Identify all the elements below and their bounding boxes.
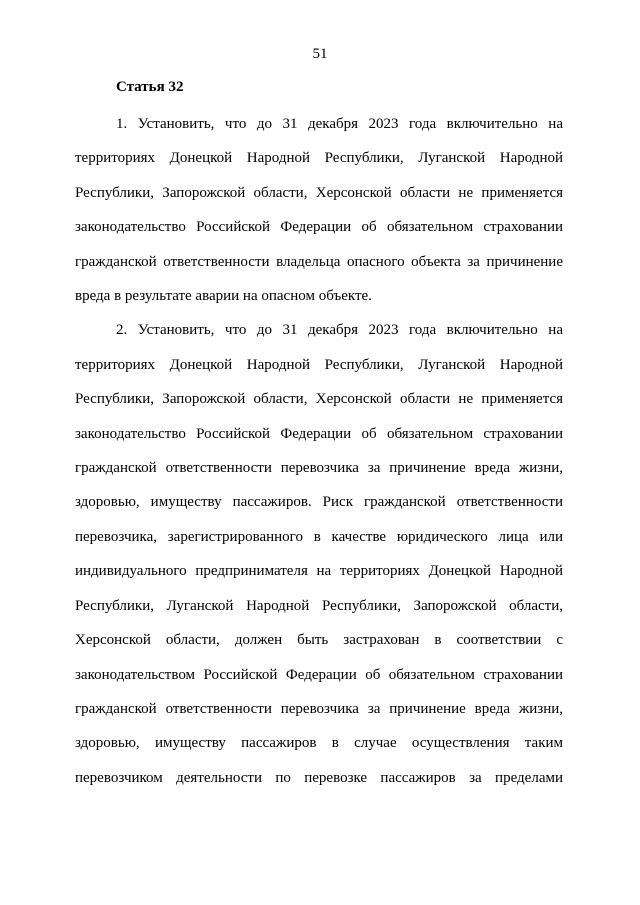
paragraph-line: перевозчика, зарегистрированного в качестве юридического лица или (75, 529, 563, 545)
paragraph-line: индивидуального предпринимателя на территориях Донецкой Народной (75, 563, 563, 579)
paragraph-line: вреда в результате аварии на опасном объекте. (75, 288, 372, 304)
paragraph-line: Республики, Запорожской области, Херсонской области не применяется (75, 185, 563, 201)
paragraph-line: перевозчиком деятельности по перевозке пассажиров за пределами (75, 770, 563, 786)
paragraph-line: здоровью, имуществу пассажиров в случае осуществления таким (75, 735, 563, 751)
paragraph-line: законодательство Российской Федерации об обязательном страховании (75, 426, 563, 442)
paragraph-line: 2. Установить, что до 31 декабря 2023 года включительно на (116, 322, 563, 338)
paragraph-line: здоровью, имуществу пассажиров. Риск гражданской ответственности (75, 494, 563, 510)
paragraph-line: территориях Донецкой Народной Республики, Луганской Народной (75, 150, 563, 166)
paragraph-line: законодательством Российской Федерации об обязательном страховании (75, 667, 563, 683)
paragraph-line: Республики, Луганской Народной Республики, Запорожской области, (75, 598, 563, 614)
paragraph-line: гражданской ответственности перевозчика за причинение вреда жизни, (75, 701, 563, 717)
paragraph-line: территориях Донецкой Народной Республики, Луганской Народной (75, 357, 563, 373)
page-number: 51 (312, 46, 328, 62)
article-title: Статья 32 (116, 79, 184, 95)
paragraph-line: гражданской ответственности перевозчика за причинение вреда жизни, (75, 460, 563, 476)
paragraph-line: гражданской ответственности владельца опасного объекта за причинение (75, 254, 563, 270)
paragraph-line: Херсонской области, должен быть застрахован в соответствии с (75, 632, 563, 648)
paragraph-line: законодательство Российской Федерации об обязательном страховании (75, 219, 563, 235)
paragraph-line: Республики, Запорожской области, Херсонской области не применяется (75, 391, 563, 407)
paragraph-line: 1. Установить, что до 31 декабря 2023 года включительно на (116, 116, 563, 132)
